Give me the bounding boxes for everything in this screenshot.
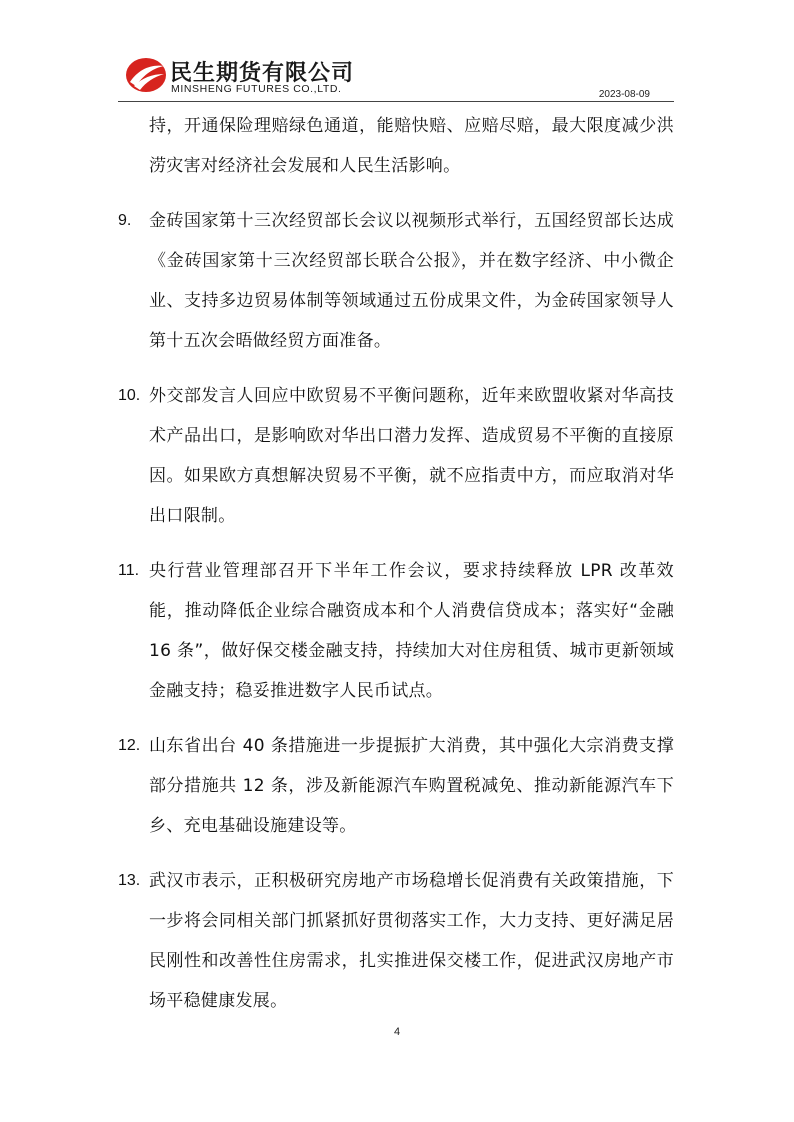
news-item: [118, 376, 674, 536]
header-divider: [118, 101, 674, 102]
page-number: 4: [393, 1026, 401, 1038]
page-header: [118, 48, 674, 104]
company-name-en: MINSHENG FUTURES CO.,LTD.: [171, 83, 342, 95]
news-item: [118, 551, 674, 711]
item-text: 山东省出台 40 条措施进一步提振扩大消费，其中强化大宗消费支撑部分措施共 12 条，涉及新能源汽车购置税减免、推动新能源汽车下乡、充电基础设施建设等。: [149, 736, 674, 836]
item-text: 金砖国家第十三次经贸部长会议以视频形式举行，五国经贸部长达成《金砖国家第十三次经贸部长联合公报》，并在数字经济、中小微企业、支持多边贸易体制等领域通过五份成果文件，为金砖国家领导人第十五次会晤做经贸方面准备。: [149, 211, 674, 351]
item-number: 13.: [118, 872, 141, 889]
company-name-cn: 民生期货有限公司: [170, 61, 355, 86]
item-text: 外交部发言人回应中欧贸易不平衡问题称，近年来欧盟收紧对华高技术产品出口，是影响欧对华出口潜力发挥、造成贸易不平衡的直接原因。如果欧方真想解决贸易不平衡，就不应指责中方，而应取消对华出口限制。: [149, 386, 674, 526]
news-item: [118, 726, 674, 846]
item-number: 11.: [118, 562, 140, 579]
news-item: [118, 861, 674, 1021]
item-number: 12.: [118, 737, 141, 754]
news-list: [118, 106, 674, 1036]
news-item: [118, 201, 674, 361]
item-text: 武汉市表示，正积极研究房地产市场稳增长促消费有关政策措施，下一步将会同相关部门抓紧抓好贯彻落实工作，大力支持、更好满足居民刚性和改善性住房需求，扎实推进保交楼工作，促进武汉房地产市场平稳健康发展。: [149, 871, 674, 1011]
item-number: 9.: [118, 212, 132, 229]
news-item-continuation: [118, 106, 674, 186]
item-text: 央行营业管理部召开下半年工作会议，要求持续释放 LPR 改革效能，推动降低企业综合融资成本和个人消费信贷成本；落实好“金融 16 条”，做好保交楼金融支持，持续加大对住房租赁、城市更新领域金融支持；稳妥推进数字人民币试点。: [149, 561, 674, 701]
minsheng-logo-icon: [124, 56, 168, 94]
item-text: 持，开通保险理赔绿色通道，能赔快赔、应赔尽赔，最大限度减少洪涝灾害对经济社会发展和人民生活影响。: [149, 116, 674, 176]
item-number: 10.: [118, 387, 141, 404]
report-date: 2023-08-09: [598, 89, 650, 100]
